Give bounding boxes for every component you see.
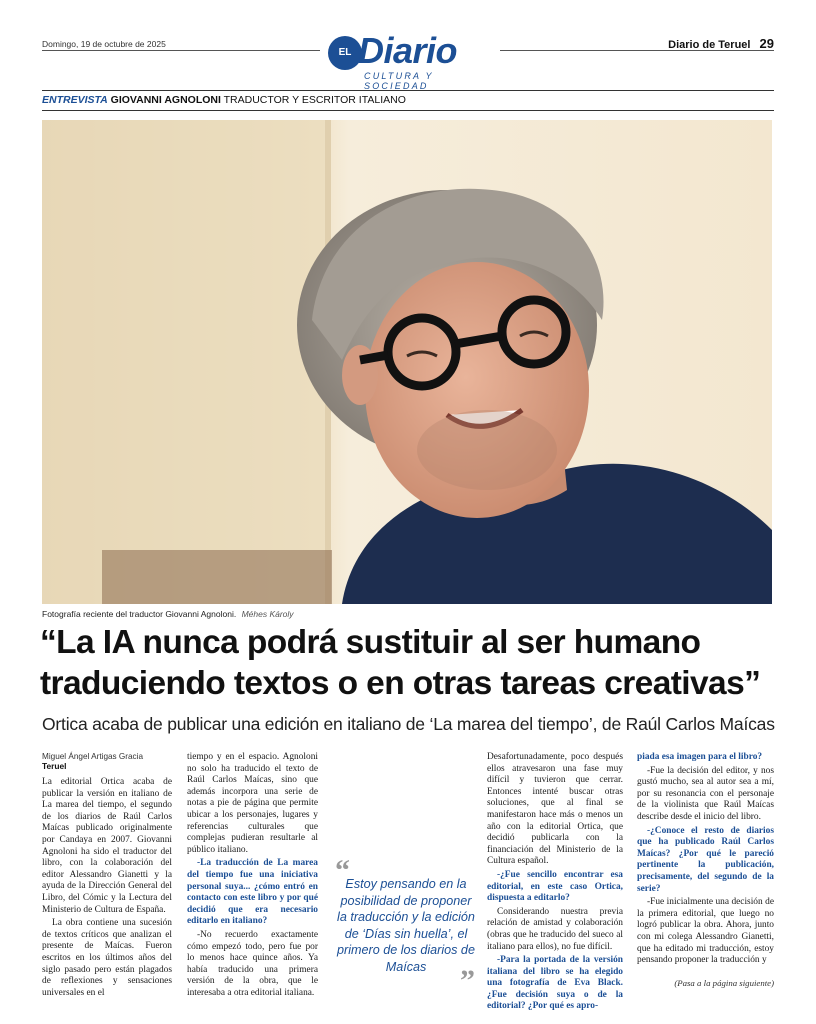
paragraph: -No recuerdo exactamente cómo empezó todo, pero fue por lo menos hace quince años. Ya había traducido una primera versión de la obra, que le interesaba a otra editorial italiana. [187, 929, 318, 998]
continued-note[interactable]: (Pasa a la página siguiente) [674, 978, 774, 988]
paragraph: La editorial Ortica acaba de publicar la versión en italiano de La marea del tiempo, el segundo de los diarios de Raúl Carlos Maícas publicado originalmente por Candaya en 2007. Giovanni Agnoloni ha sido el traductor del libro, con la colaboración del editor Alessandro Gianetti y la ayuda de la Dirección General del Libro, del Cómic y la Lectura del Ministerio de Cultura de España. [42, 777, 172, 915]
headline: “La IA nunca podrá sustituir al ser humano traduciendo textos o en otras tareas creativas” [40, 624, 761, 702]
paragraph: Desafortunadamente, poco después ellos atravesaron una fase muy difícil y tuvieron que cerrar. Entonces intenté buscar otras soluciones, que al final se manifestaron hace más o menos un año con la editorial Ortica, que decidió publicarla con la financiación del Ministerio de la Cultura español. [487, 752, 623, 867]
byline-place: Teruel [42, 761, 67, 771]
folio [668, 36, 774, 51]
header-rule-left [42, 50, 320, 51]
interviewee-role: TRADUCTOR Y ESCRITOR ITALIANO [223, 94, 406, 106]
section-rule-top [42, 90, 774, 91]
page-header [42, 30, 774, 91]
interview-question: -Para la portada de la versión italiana del libro se ha elegido una fotografía de Eva Black. ¿Fue decisión suya o de la editorial? ¿Por qué es apro- [487, 955, 623, 1012]
subheadline: Ortica acaba de publicar una edición en italiano de ‘La marea del tiempo’, de Raúl Carlos Maícas [42, 714, 775, 734]
close-quote-mark: ” [460, 964, 475, 997]
paragraph: -Fue inicialmente una decisión de la primera editorial, que luego no logró publicar la obra. Ahora, junto con mi colega Alessandro Gianetti, que ha editado mi traducción, estoy pensando proponer la traducción y [637, 897, 774, 966]
paragraph: -Fue la decisión del editor, y nos gustó mucho, sea al autor sea a mí, por su resonancia con el personaje de la violinista que Raúl Maícas describe desde el inicio del libro. [637, 765, 774, 822]
logo-emblem: EL [328, 36, 362, 70]
page-number: 29 [759, 36, 774, 51]
logo-wordmark: Diario [358, 30, 458, 71]
interview-question: piada esa imagen para el libro? [637, 752, 763, 762]
caption-text: Fotografía reciente del traductor Giovanni Agnoloni. [42, 609, 237, 619]
body-column-2 [187, 752, 318, 1001]
section-kicker: ENTREVISTA [42, 94, 108, 106]
open-quote-mark: “ [335, 854, 350, 887]
interview-question: -¿Conoce el resto de diarios que ha publicado Raúl Carlos Maícas? ¿Por qué le pareció pertinente la publicación, precisamente, del segundo de la serie? [637, 825, 774, 894]
paragraph: La obra contiene una sucesión de textos críticos que analizan el presente de Maícas. Fueron escritos en los últimos años del siglo pasado pero están plagados de reflexiones y sensaciones universales en el [42, 918, 172, 998]
section-bar [42, 94, 406, 106]
portrait-photo [42, 120, 772, 604]
interview-question: -¿Fue sencillo encontrar esa editorial, en este caso Ortica, dispuesta a editarlo? [487, 869, 623, 904]
issue-date: Domingo, 19 de octubre de 2025 [42, 39, 166, 49]
body-column-4 [637, 752, 774, 969]
interview-question: -La traducción de La marea del tiempo fue una iniciativa personal suya... ¿cómo entró en contacto con este libro y por qué decidió que era necesario editarlo en italiano? [187, 858, 318, 927]
section-rule-bottom [42, 110, 774, 111]
newspaper-logo[interactable] [328, 30, 494, 91]
photo-caption [42, 609, 294, 619]
interviewee-name: GIOVANNI AGNOLONI [110, 94, 221, 106]
photo-credit: Méhes Károly [241, 609, 294, 619]
paragraph: Considerando nuestra previa relación de amistad y colaboración (obras que he traducido del sueco al italiano para ellos), no fue difícil. [487, 906, 623, 952]
byline-author: Miguel Ángel Artigas Gracia [42, 752, 144, 761]
section-tagline: CULTURA Y SOCIEDAD [364, 71, 434, 91]
pull-quote-text: Estoy pensando en la posibilidad de proponer la traducción y la edición de ‘Días sin huella’, el primero de los diarios de Maícas [337, 877, 475, 974]
body-column-1 [42, 752, 172, 1001]
paragraph: tiempo y en el espacio. Agnoloni no solo ha traducido el texto de Raúl Carlos Maícas, sino que además incorpora una serie de notas a pie de página que permite ubicar a los personajes, lugares y referencias culturales que complejas pudieran resultarle al público italiano. [187, 752, 318, 855]
paper-name: Diario de Teruel [668, 39, 751, 51]
body-column-3 [487, 752, 623, 1015]
pull-quote [335, 854, 475, 997]
